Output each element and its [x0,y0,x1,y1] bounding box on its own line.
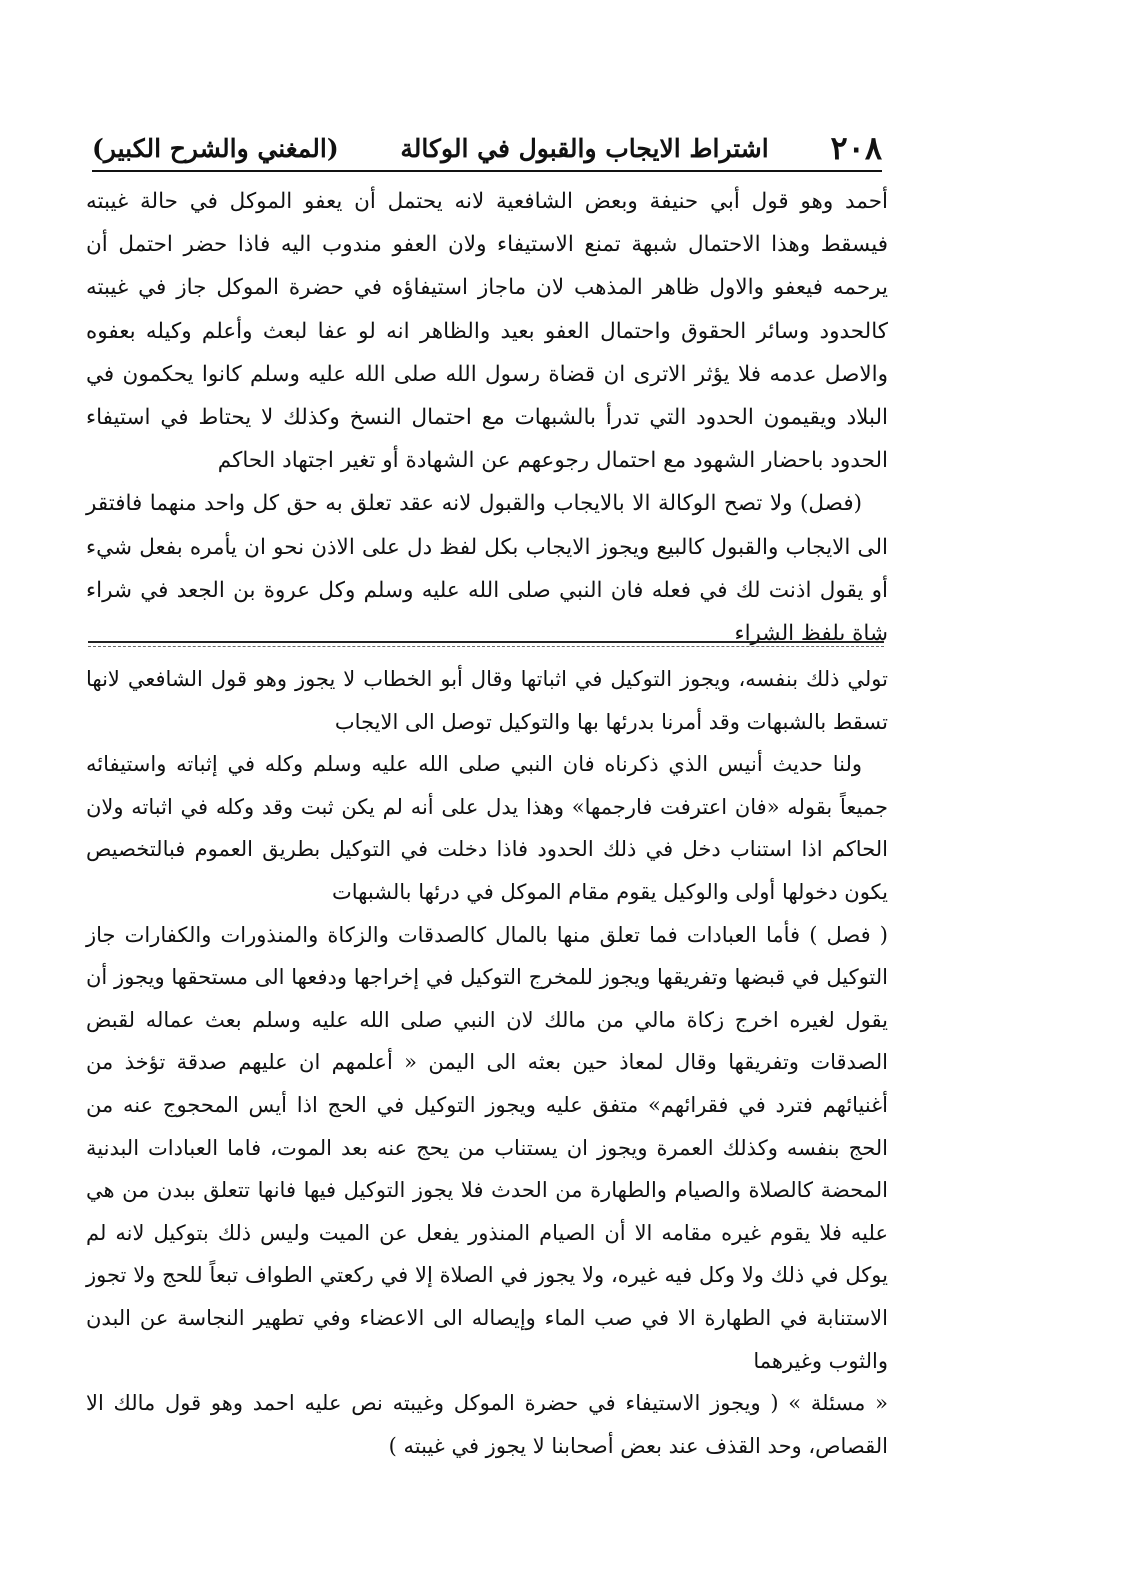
header-rule [92,170,882,172]
commentary-paragraph: ولنا حديث أنيس الذي ذكرناه فان النبي صلى الله عليه وسلم وكله في إثباته واستيفائه جميعاً بقوله «فان اعترفت فارجمها» وهذا يدل على أنه لم يكن ثبت وقد وكله في اثباته ولان الحاكم اذا استناب دخل في ذلك الحدود فاذا دخلت في التوكيل بطريق العموم فبالتخصيص يكون دخولها أولى والوكيل يقوم مقام الموكل في درئها بالشبهات [86,752,888,904]
commentary-paragraph: تولي ذلك بنفسه، ويجوز التوكيل في اثباتها وقال أبو الخطاب لا يجوز وهو قول الشافعي لانها تسقط بالشبهات وقد أمرنا بدرئها بها والتوكيل توصل الى الايجاب [86,667,888,734]
section-divider [88,641,884,643]
running-header [92,126,882,170]
main-paragraph: أحمد وهو قول أبي حنيفة وبعض الشافعية لانه يحتمل أن يعفو الموكل في حالة غيبته فيسقط وهذا الاحتمال شبهة تمنع الاستيفاء ولان العفو مندوب اليه فاذا حضر احتمل أن يرحمه فيعفو والاول ظاهر المذهب لان ماجاز استيفاؤه في حضرة الموكل جاز في غيبته كالحدود وسائر الحقوق واحتمال العفو بعيد والظاهر انه لو عفا لبعث وأعلم وكيله بعفوه والاصل عدمه فلا يؤثر الاترى ان قضاة رسول الله صلى الله عليه وسلم كانوا يحكمون في البلاد ويقيمون الحدود التي تدرأ بالشبهات مع احتمال النسخ وكذلك لا يحتاط في استيفاء الحدود باحضار الشهود مع احتمال رجوعهم عن الشهادة أو تغير اجتهاد الحاكم [86,189,888,474]
commentary-paragraph: « مسئلة » ( ويجوز الاستيفاء في حضرة الموكل وغيبته نص عليه احمد وهو قول مالك الا القصاص، وحد القذف عند بعض أصحابنا لا يجوز في غيبته ) [86,1391,888,1458]
section-divider-dashed [88,646,884,647]
commentary-text [86,658,888,1467]
main-text [86,180,888,655]
book-title: (المغني والشرح الكبير) [92,133,339,163]
chapter-title: اشتراط الايجاب والقبول في الوكالة [400,133,769,163]
page-number: ٢٠٨ [830,129,882,167]
main-paragraph: (فصل) ولا تصح الوكالة الا بالايجاب والقبول لانه عقد تعلق به حق كل واحد منهما فافتقر الى الايجاب والقبول كالبيع ويجوز الايجاب بكل لفظ دل على الاذن نحو ان يأمره بفعل شيء أو يقول اذنت لك في فعله فان النبي صلى الله عليه وسلم وكل عروة بن الجعد في شراء شاة بلفظ الشراء [86,491,888,647]
commentary-paragraph: ( فصل ) فأما العبادات فما تعلق منها بالمال كالصدقات والزكاة والمنذورات والكفارات جاز التوكيل في قبضها وتفريقها ويجوز للمخرج التوكيل في إخراجها ودفعها الى مستحقها ويجوز أن يقول لغيره اخرج زكاة مالي من مالك لان النبي صلى الله عليه وسلم بعث عماله لقبض الصدقات وتفريقها وقال لمعاذ حين بعثه الى اليمن « أعلمهم ان عليهم صدقة تؤخذ من أغنيائهم فترد في فقرائهم» متفق عليه ويجوز التوكيل في الحج اذا أيس المحجوج عنه من الحج بنفسه وكذلك العمرة ويجوز ان يستناب من يحج عنه بعد الموت، فاما العبادات البدنية المحضة كالصلاة والصيام والطهارة من الحدث فلا يجوز التوكيل فيها فانها تتعلق ببدن من هي عليه فلا يقوم غيره مقامه الا أن الصيام المنذور يفعل عن الميت وليس ذلك بتوكيل لانه لم يوكل في ذلك ولا وكل فيه غيره، ولا يجوز في الصلاة إلا في ركعتي الطواف تبعاً للحج ولا تجوز الاستنابة في الطهارة الا في صب الماء وإيصاله الى الاعضاء وفي تطهير النجاسة عن البدن والثوب وغيرهما [86,922,888,1373]
